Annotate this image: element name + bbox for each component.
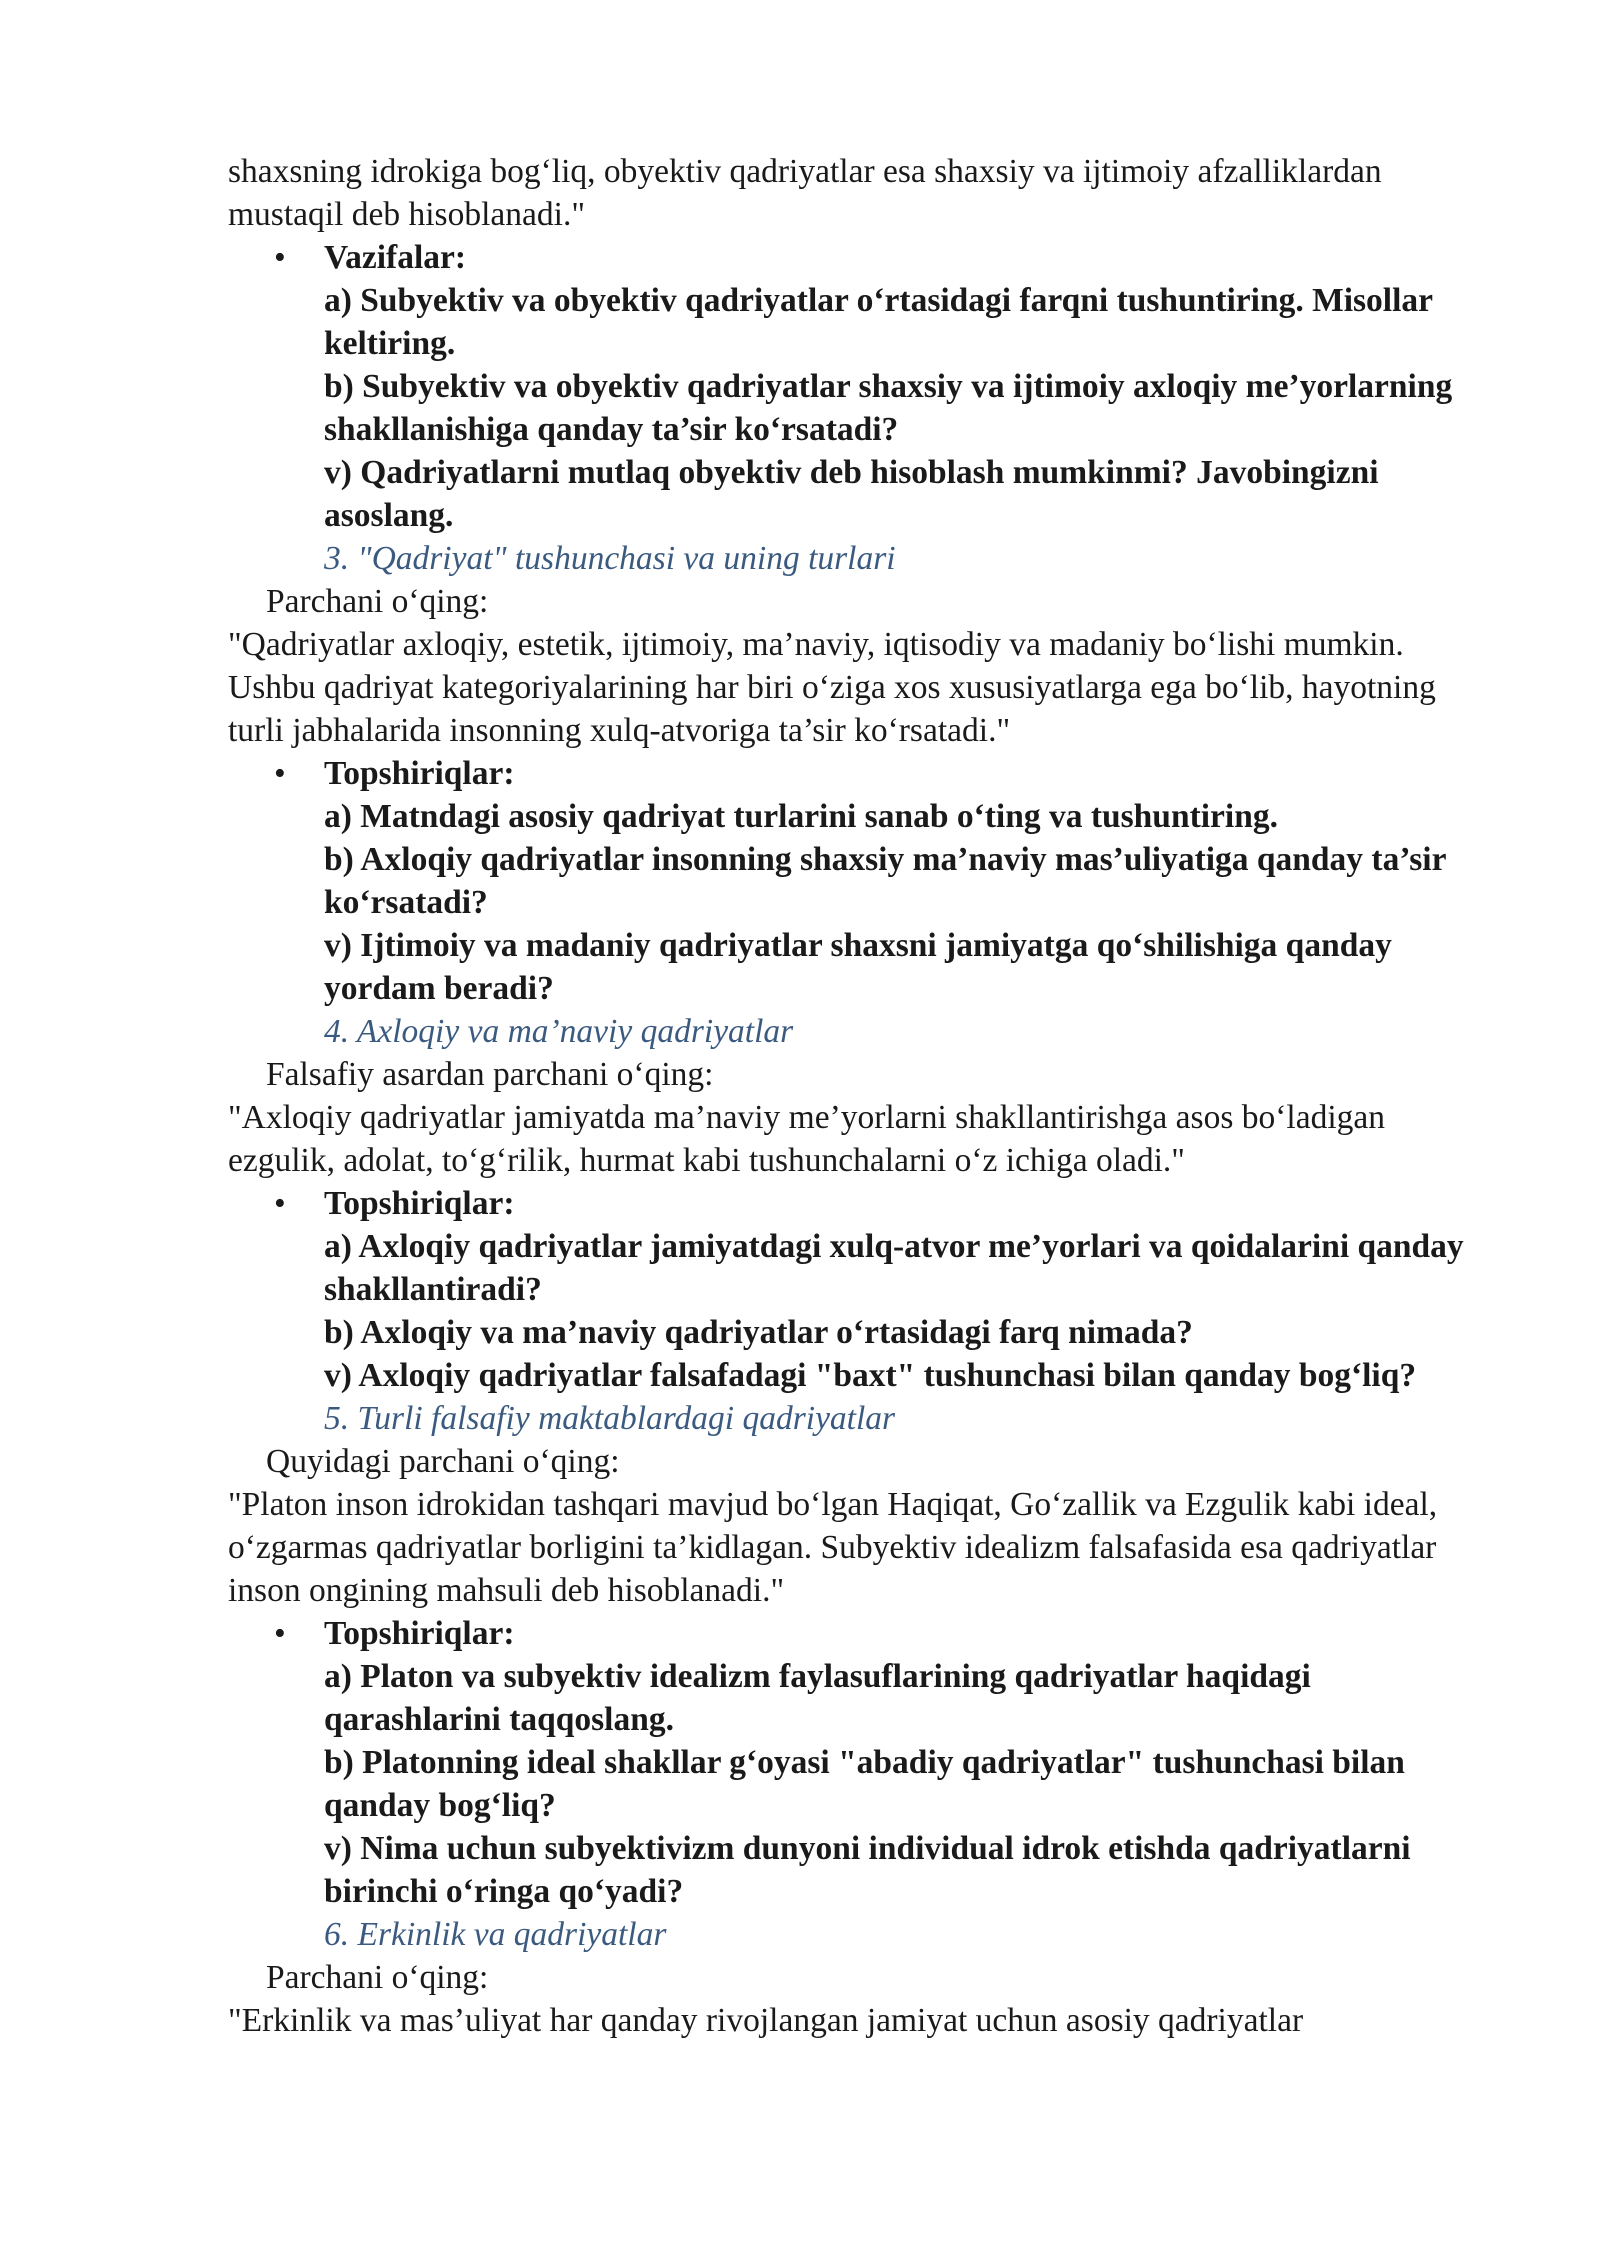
bullet-icon: • — [274, 239, 286, 276]
task-list-heading: • Topshiriqlar: — [228, 1612, 1488, 1655]
task-item: b) Axloqiy qadriyatlar insonning shaxsiy ma’naviy mas’uliyatiga qanday ta’sir ko‘rsatadi? — [324, 841, 1446, 921]
quote-paragraph: "Platon inson idrokidan tashqari mavjud bo‘lgan Haqiqat, Go‘zallik va Ezgulik kabi ideal, o‘zgarmas qadriyatlar borligini ta’kidlagan. Subyektiv idealizm falsafasida esa qadriyatlar inson ongining mahsuli deb hisoblanadi." — [228, 1486, 1438, 1609]
section-heading: 5. Turli falsafiy maktablardagi qadriyatlar — [324, 1400, 896, 1437]
task-item: a) Matndagi asosiy qadriyat turlarini sanab o‘ting va tushuntiring. — [324, 798, 1278, 835]
intro-line: Quyidagi parchani o‘qing: — [266, 1443, 620, 1480]
body-paragraph: shaxsning idrokiga bog‘liq, obyektiv qadriyatlar esa shaxsiy va ijtimoiy afzalliklardan mustaqil deb hisoblanadi." — [228, 153, 1382, 233]
bullet-icon: • — [274, 1615, 286, 1652]
task-item: b) Axloqiy va ma’naviy qadriyatlar o‘rtasidagi farq nimada? — [324, 1314, 1193, 1351]
task-item: a) Axloqiy qadriyatlar jamiyatdagi xulq-atvor me’yorlari va qoidalarini qanday shakllantiradi? — [324, 1228, 1464, 1308]
document-page — [228, 150, 1488, 2042]
task-list-heading: • Vazifalar: — [228, 236, 1488, 279]
task-list-heading: • Topshiriqlar: — [228, 752, 1488, 795]
bullet-icon: • — [274, 1185, 286, 1222]
quote-paragraph: "Axloqiy qadriyatlar jamiyatda ma’naviy me’yorlarni shakllantirishga asos bo‘ladigan ezgulik, adolat, to‘g‘rilik, hurmat kabi tushunchalarni o‘z ichiga oladi." — [228, 1099, 1385, 1179]
intro-line: Parchani o‘qing: — [266, 1959, 489, 1996]
task-item: v) Axloqiy qadriyatlar falsafadagi "baxt" tushunchasi bilan qanday bog‘liq? — [324, 1357, 1417, 1394]
task-list-heading: • Topshiriqlar: — [228, 1182, 1488, 1225]
task-item: v) Qadriyatlarni mutlaq obyektiv deb hisoblash mumkinmi? Javobingizni asoslang. — [324, 454, 1379, 534]
task-item: a) Subyektiv va obyektiv qadriyatlar o‘rtasidagi farqni tushuntiring. Misollar keltiring. — [324, 282, 1433, 362]
quote-paragraph: "Erkinlik va mas’uliyat har qanday rivojlangan jamiyat uchun asosiy qadriyatlar — [228, 2002, 1304, 2039]
quote-paragraph: "Qadriyatlar axloqiy, estetik, ijtimoiy, ma’naviy, iqtisodiy va madaniy bo‘lishi mumkin. Ushbu qadriyat kategoriyalarining har biri o‘ziga xos xususiyatlarga ega bo‘lib, hayotning turli jabhalarida insonning xulq-atvoriga ta’sir ko‘rsatadi." — [228, 626, 1436, 749]
bullet-icon: • — [274, 755, 286, 792]
task-item: a) Platon va subyektiv idealizm faylasuflarining qadriyatlar haqidagi qarashlarini taqqoslang. — [324, 1658, 1311, 1738]
task-item: v) Ijtimoiy va madaniy qadriyatlar shaxsni jamiyatga qo‘shilishiga qanday yordam beradi? — [324, 927, 1392, 1007]
intro-line: Falsafiy asardan parchani o‘qing: — [266, 1056, 714, 1093]
task-item: b) Subyektiv va obyektiv qadriyatlar shaxsiy va ijtimoiy axloqiy me’yorlarning shakllanishiga qanday ta’sir ko‘rsatadi? — [324, 368, 1453, 448]
intro-line: Parchani o‘qing: — [266, 583, 489, 620]
task-item: v) Nima uchun subyektivizm dunyoni individual idrok etishda qadriyatlarni birinchi o‘ringa qo‘yadi? — [324, 1830, 1411, 1910]
section-heading: 4. Axloqiy va ma’naviy qadriyatlar — [324, 1013, 794, 1050]
task-item: b) Platonning ideal shakllar g‘oyasi "abadiy qadriyatlar" tushunchasi bilan qanday bog‘liq? — [324, 1744, 1405, 1824]
section-heading: 6. Erkinlik va qadriyatlar — [324, 1916, 667, 1953]
section-heading: 3. "Qadriyat" tushunchasi va uning turlari — [324, 540, 896, 577]
